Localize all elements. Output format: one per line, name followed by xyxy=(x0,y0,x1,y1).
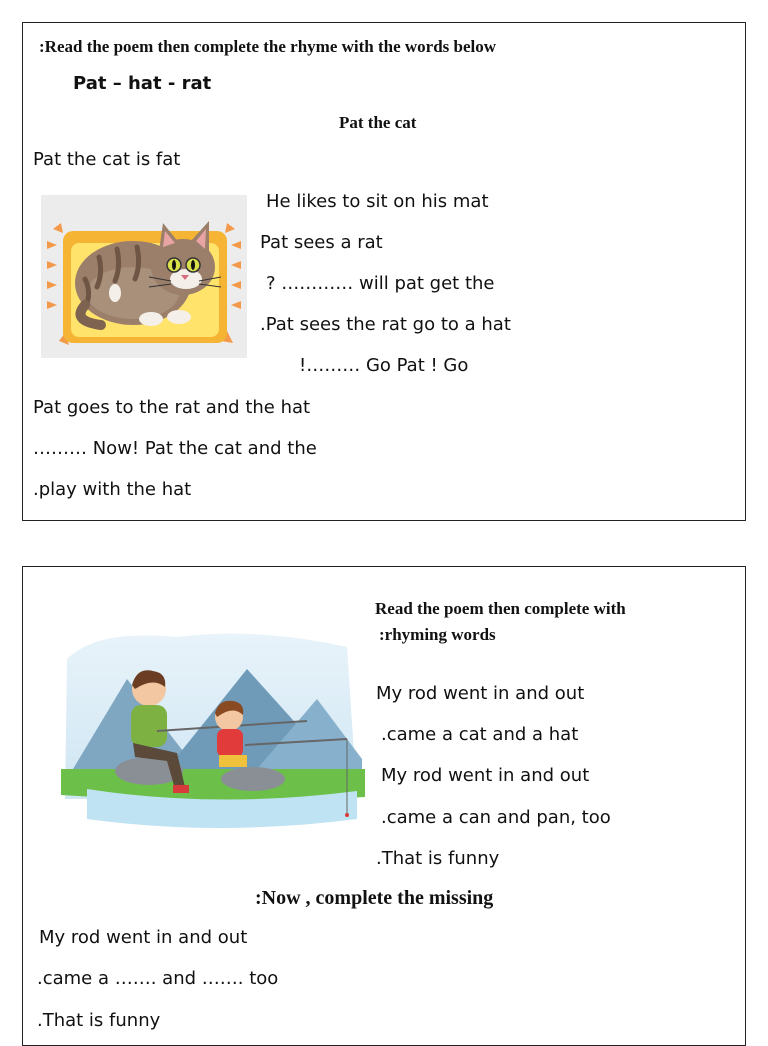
poem-line: Pat goes to the rat and the hat xyxy=(33,397,311,418)
poem-title: Pat the cat xyxy=(339,113,417,132)
poem-line-blank: !……… Go Pat ! Go xyxy=(299,355,469,376)
poem-line: .came a cat and a hat xyxy=(381,724,579,745)
poem-line: He likes to sit on his mat xyxy=(266,191,489,212)
section2-instruction-line2: :rhyming words xyxy=(379,625,496,644)
poem-line: .came a can and pan, too xyxy=(381,807,611,828)
word-bank: Pat – hat - rat xyxy=(73,73,212,94)
task-heading: :Now , complete the missing xyxy=(255,887,494,909)
poem-line: My rod went in and out xyxy=(376,683,585,704)
poem-line-blank: ? ………… will pat get the xyxy=(266,273,495,294)
missing-line: My rod went in and out xyxy=(39,927,248,948)
missing-line: .That is funny xyxy=(37,1010,161,1031)
poem-line: Pat sees a rat xyxy=(260,232,383,253)
cat-on-cushion-illustration xyxy=(41,195,247,358)
worksheet-section-fishing-poem xyxy=(22,566,746,1046)
section1-instruction: :Read the poem then complete the rhyme with the words below xyxy=(39,37,497,56)
poem-line: .Pat sees the rat go to a hat xyxy=(260,314,511,335)
section2-instruction-line1: Read the poem then complete with xyxy=(375,599,626,618)
poem-line-blank: ……… Now! Pat the cat and the xyxy=(33,438,317,459)
poem-line: .play with the hat xyxy=(33,479,192,500)
missing-line-blank: .came a ……. and ……. too xyxy=(37,968,279,989)
father-son-fishing-illustration xyxy=(57,619,369,849)
poem-line: .That is funny xyxy=(376,848,500,869)
poem-line: Pat the cat is fat xyxy=(33,149,181,170)
poem-line: My rod went in and out xyxy=(381,765,590,786)
worksheet-section-pat-the-cat xyxy=(22,22,746,521)
